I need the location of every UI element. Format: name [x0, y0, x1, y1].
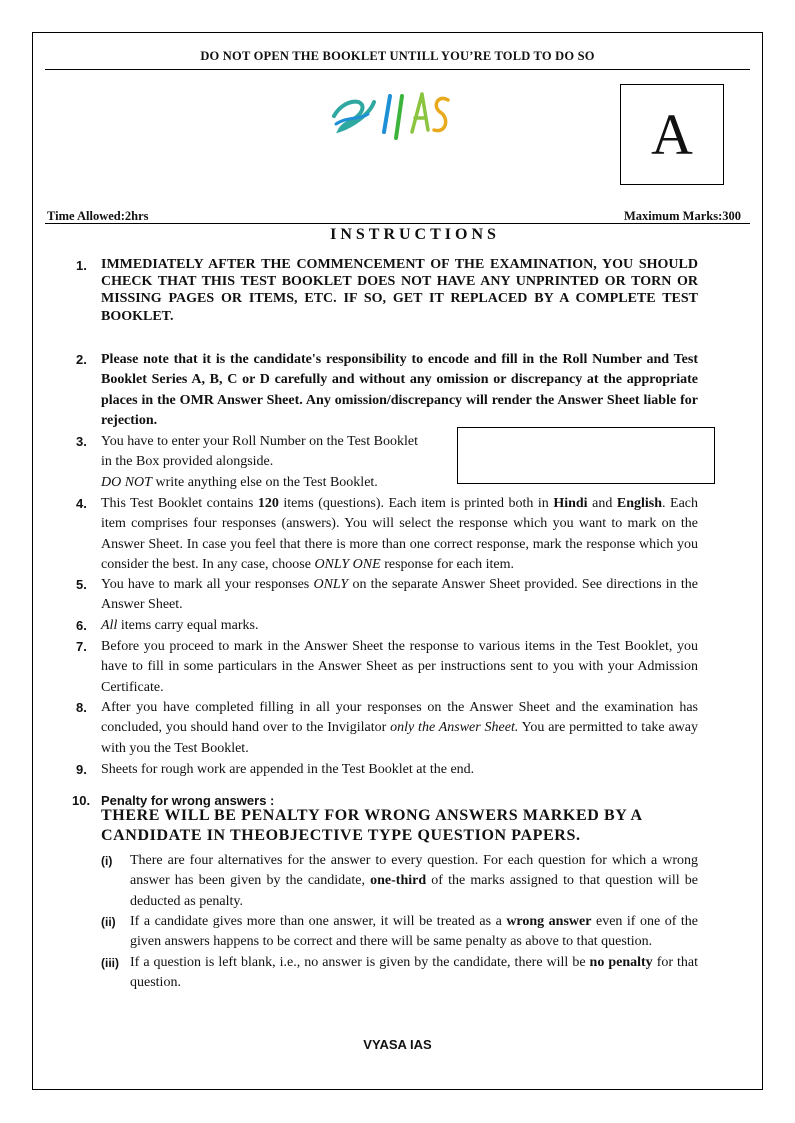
roll-number-box[interactable]: [457, 427, 715, 484]
instruction-8: [76, 698, 698, 759]
instruction-2: [76, 350, 698, 431]
footer-brand: VYASA IAS: [363, 1037, 432, 1052]
instruction-number: 4.: [76, 496, 87, 511]
only-emphasis: ONLY: [313, 577, 349, 592]
penalty-number: (iii): [101, 956, 119, 970]
instruction-text: After you have completed filling in all your responses on the Answer Sheet and the examination has concluded, you should hand over to the Invigilator: [101, 700, 698, 736]
penalty-text: If a question is left blank, i.e., no answer is given by the candidate, there will be: [130, 955, 590, 970]
instruction-number: 8.: [76, 700, 87, 715]
instruction-text: items carry equal marks.: [117, 618, 259, 633]
instruction-text: This Test Booklet contains: [101, 496, 258, 511]
penalty-number: (i): [101, 854, 113, 868]
instruction-6: [76, 616, 698, 636]
instruction-text: in the Box provided alongside.: [101, 454, 274, 470]
top-notice: DO NOT OPEN THE BOOKLET UNTILL YOU’RE TOLD TO DO SO: [200, 49, 595, 63]
instruction-4: [76, 494, 698, 575]
instruction-5: [76, 575, 698, 616]
language-hindi: Hindi: [553, 496, 588, 511]
time-allowed: Time Allowed:2hrs: [47, 209, 149, 223]
penalty-text: even if one of the given answers happens to be correct and there will be same penalty as above to that question.: [130, 914, 698, 950]
series-letter-box: [620, 84, 724, 185]
instruction-text: IMMEDIATELY AFTER THE COMMENCEMENT OF THE EXAMINATION, YOU SHOULD CHECK THAT THIS TEST BOOKLET DOES NOT HAVE ANY UNPRINTED OR TORN OR MISSING PAGES OR ITEMS, ETC. IF SO, GET IT REPLACED BY A COMPLETE TEST BOOKLET.: [101, 257, 698, 324]
all-emphasis: All: [101, 618, 118, 633]
instruction-number: 9.: [76, 762, 87, 777]
penalty-text: There are four alternatives for the answer to every question. For each question for which a wrong answer has been given by the candidate,: [130, 853, 698, 889]
instructions-title: INSTRUCTIONS: [330, 226, 500, 243]
instruction-text: response for each item.: [380, 556, 515, 572]
no-penalty-emphasis: no penalty: [589, 955, 653, 970]
instruction-3: [76, 432, 436, 493]
maximum-marks: Maximum Marks:300: [624, 209, 741, 223]
instruction-number: 2.: [76, 352, 87, 367]
instruction-text: You are permitted to take away with you the Test Booklet.: [101, 720, 698, 756]
instruction-text: Before you proceed to mark in the Answer Sheet the response to various items in the Test Booklet, you have to fill in some particulars in the Answer Sheet as per instructions sent to you with your Admission Certificate.: [101, 639, 698, 695]
penalty-text: for that question.: [130, 955, 699, 991]
penalty-text: of the marks assigned to that question will be deducted as penalty.: [130, 873, 698, 909]
instruction-1: [76, 256, 698, 325]
penalty-headline: THERE WILL BE PENALTY FOR WRONG ANSWERS MARKED BY A CANDIDATE IN THEOBJECTIVE TYPE QUESTION PAPERS.: [101, 807, 642, 844]
penalty-item-2: [101, 912, 698, 953]
header-divider: [45, 69, 750, 70]
instruction-text: Sheets for rough work are appended in the Test Booklet at the end.: [101, 762, 475, 777]
instruction-number: 1.: [76, 258, 87, 273]
penalty-item-1: [101, 851, 698, 912]
instruction-text: You have to mark all your responses: [101, 577, 314, 592]
instruction-text: and: [587, 496, 617, 511]
penalty-number: (ii): [101, 915, 116, 929]
one-third-emphasis: one-third: [370, 873, 427, 889]
instruction-text: items (questions). Each item is printed both in: [278, 496, 554, 511]
instruction-text: write anything else on the Test Booklet.: [151, 474, 378, 490]
instruction-number: 6.: [76, 618, 87, 633]
instruction-number: 10.: [72, 793, 91, 808]
instruction-9: [76, 760, 698, 780]
answer-sheet-emphasis: only the Answer Sheet.: [390, 720, 519, 736]
item-count: 120: [257, 496, 279, 511]
instruction-number: 3.: [76, 434, 87, 449]
instruction-text: Please note that it is the candidate's responsibility to encode and fill in the Roll Number and Test Booklet Series A, B, C or D carefully and without any omission or discrepancy at the appropriate places in the OMR Answer Sheet. Any omission/discrepancy will render the Answer Sheet liable for rejection.: [101, 352, 698, 428]
language-english: English: [616, 496, 662, 511]
penalty-text: If a candidate gives more than one answer, it will be treated as a: [130, 914, 507, 929]
instruction-number: 5.: [76, 577, 87, 592]
instruction-text: . Each item comprises four responses (answers). You will select the response which you want to mark on the Answer Sheet. In case you feel that there is more than one correct response, mark the response which you consider the best. In any case, choose: [101, 496, 699, 572]
series-letter: A: [651, 102, 693, 167]
do-not-emphasis: DO NOT: [101, 474, 152, 490]
wrong-answer-emphasis: wrong answer: [506, 914, 592, 929]
instruction-number: 7.: [76, 639, 87, 654]
info-divider: [45, 223, 750, 224]
penalty-item-3: [101, 953, 698, 994]
vyas-logo: [330, 86, 460, 156]
penalty-title: Penalty for wrong answers :: [101, 793, 275, 808]
instruction-text: on the separate Answer Sheet provided. See directions in the Answer Sheet.: [101, 577, 698, 613]
instruction-7: [76, 637, 698, 698]
instruction-text: You have to enter your Roll Number on the Test Booklet: [101, 434, 418, 449]
only-one-emphasis: ONLY ONE: [314, 556, 381, 572]
